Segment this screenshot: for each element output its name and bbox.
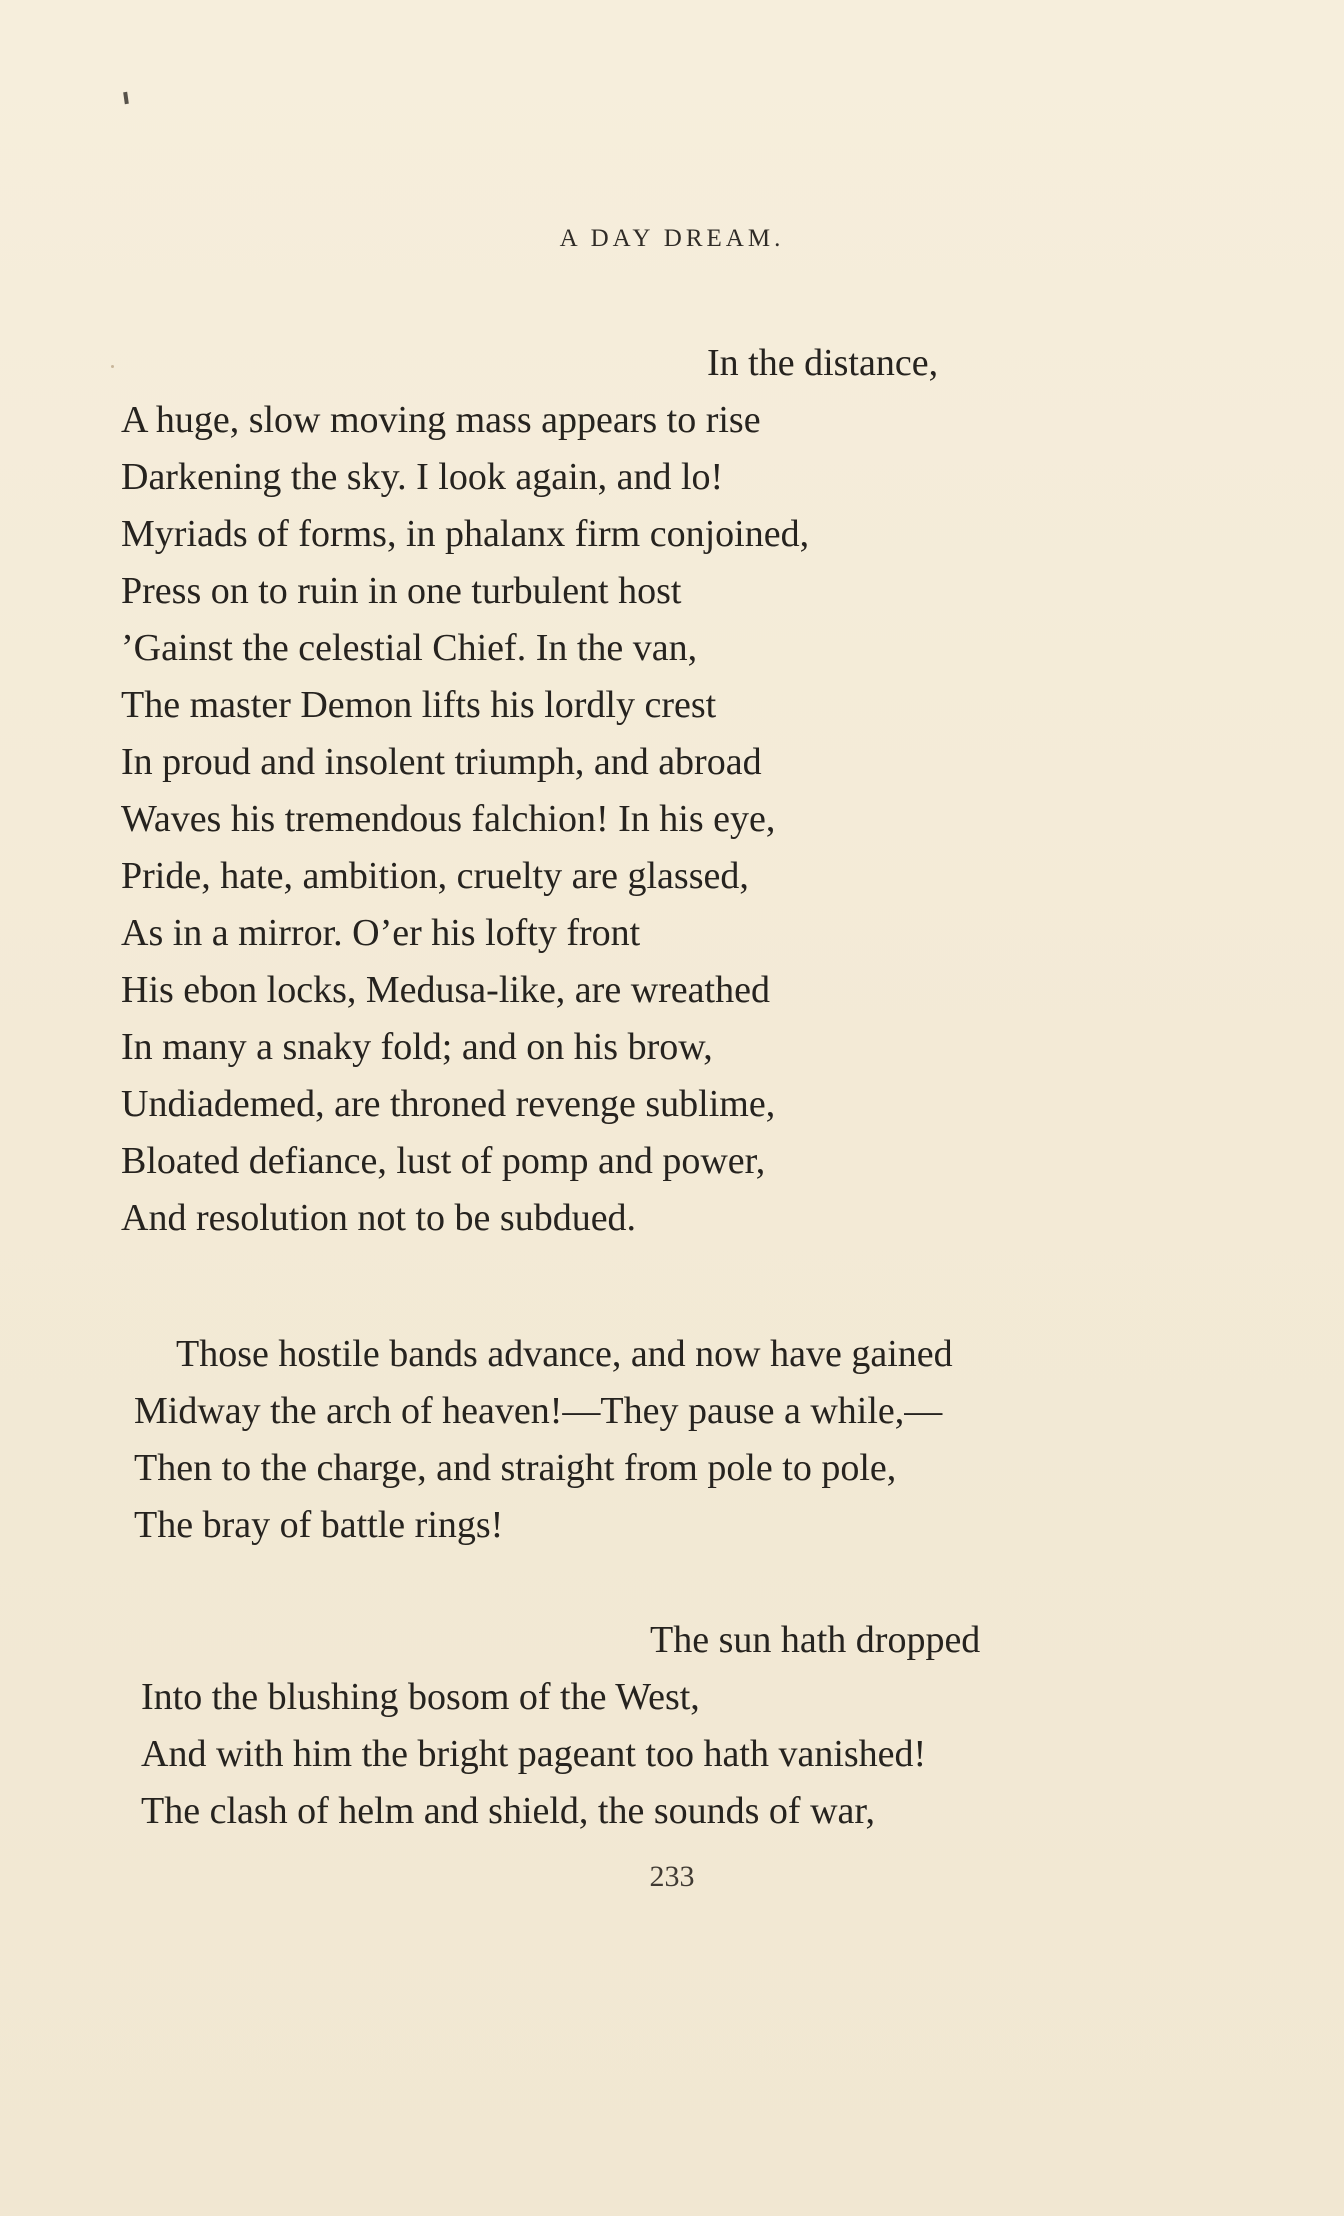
poem-line: In proud and insolent triumph, and abroad [121, 741, 762, 783]
poem-line: In the distance, [707, 342, 939, 384]
poem-line: Waves his tremendous falchion! In his eye, [121, 798, 776, 840]
poem-line: A huge, slow moving mass appears to rise [121, 399, 761, 441]
poem-line: Those hostile bands advance, and now have gained [176, 1333, 953, 1375]
poem-line: Darkening the sky. I look again, and lo! [121, 456, 724, 498]
running-header: A DAY DREAM. [559, 225, 785, 252]
paper-speck [111, 365, 114, 368]
poem-line: Into the blushing bosom of the West, [141, 1676, 700, 1718]
poem-line: The clash of helm and shield, the sounds of war, [141, 1790, 876, 1832]
poem-line: In many a snaky fold; and on his brow, [121, 1026, 713, 1068]
poem-line: Bloated defiance, lust of pomp and power, [121, 1140, 766, 1182]
poem-line: His ebon locks, Medusa-like, are wreathed [121, 969, 770, 1011]
poem-line: The sun hath dropped [650, 1619, 981, 1661]
poem-line: Undiademed, are throned revenge sublime, [121, 1083, 776, 1125]
margin-mark [123, 92, 129, 104]
poem-line: Then to the charge, and straight from pole to pole, [134, 1447, 897, 1489]
poem-line: The master Demon lifts his lordly crest [121, 684, 717, 726]
poem-line: Midway the arch of heaven!—They pause a while,— [134, 1390, 943, 1432]
poem-line: As in a mirror. O’er his lofty front [121, 912, 641, 954]
poem-line: The bray of battle rings! [134, 1504, 504, 1546]
poem-line: Press on to ruin in one turbulent host [121, 570, 682, 612]
page-number: 233 [649, 1860, 695, 1893]
poem-line: Myriads of forms, in phalanx firm conjoined, [121, 513, 810, 555]
poem-line: ’Gainst the celestial Chief. In the van, [121, 627, 698, 669]
poem-line: And with him the bright pageant too hath vanished! [141, 1733, 927, 1775]
poem-line: And resolution not to be subdued. [121, 1197, 637, 1239]
poem-line: Pride, hate, ambition, cruelty are glassed, [121, 855, 749, 897]
